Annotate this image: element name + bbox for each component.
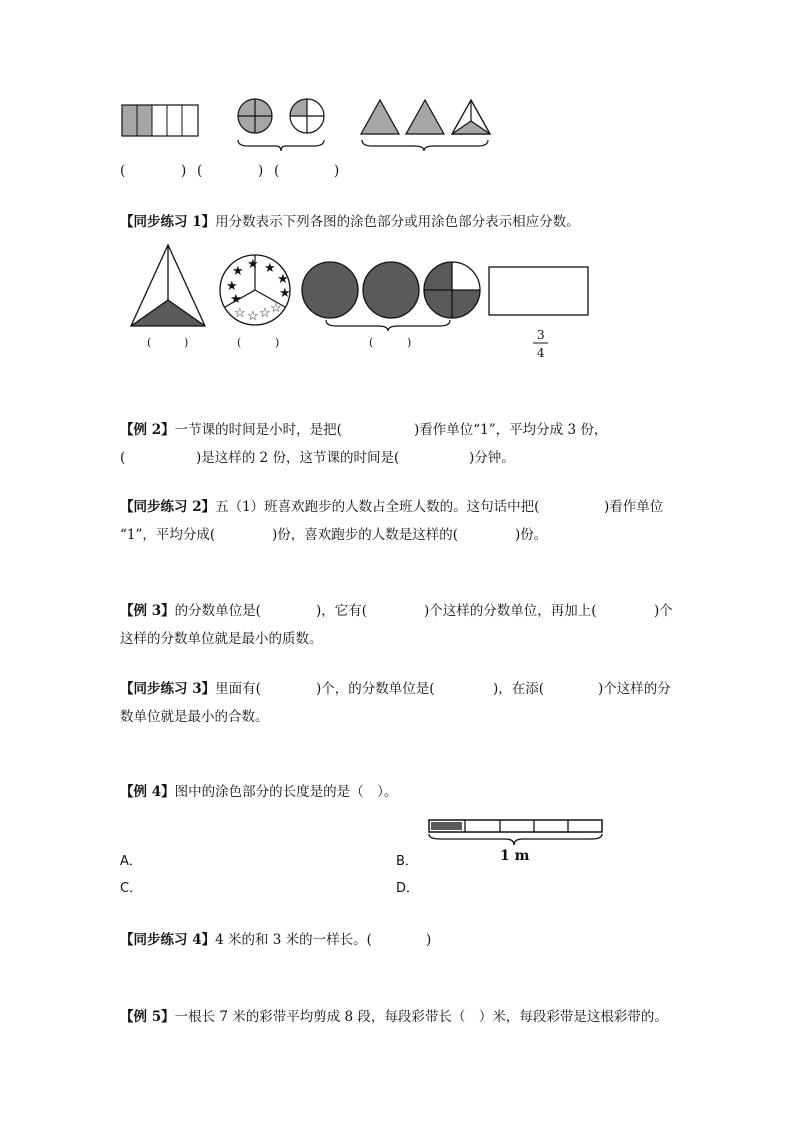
text: 4 米的和 3 米的一样长。( — [215, 932, 372, 948]
text: 五（1）班喜欢跑步的人数占全班人数的。这句话中把( — [215, 499, 540, 515]
star-icon: ★ — [247, 257, 259, 272]
blank-open: ( — [147, 336, 152, 349]
practice-4-close: ) — [426, 932, 432, 948]
practice-2-tag: 【同步练习 2】 — [120, 499, 216, 515]
blank-close: ) — [275, 336, 280, 349]
example-2-tag: 【例 2】 — [120, 422, 175, 438]
option-c: C． — [120, 881, 143, 896]
practice-1-tag: 【同步练习 1】 — [120, 214, 216, 230]
star-icon: ★ — [230, 292, 242, 307]
ruler-label: 1 m — [500, 848, 530, 864]
example-3-part-2: )，它有( — [316, 603, 368, 619]
star-icon: ★ — [226, 279, 238, 294]
blank-close: ) — [407, 336, 412, 349]
example-4-tag: 【例 4】 — [120, 784, 175, 800]
blank-open: ( — [237, 336, 242, 349]
star-icon: ★ — [277, 272, 289, 287]
text: 一根长 7 米的彩带平均剪成 8 段，每段彩带长（ ）米，每段彩带是这根彩带的。 — [174, 1009, 668, 1025]
practice-3-part-3: )，在添( — [493, 681, 545, 697]
practice-2-line-1-end: )看作单位 — [604, 499, 664, 515]
practice-4-line — [120, 931, 372, 949]
example-3-part-3: )个这样的分数单位，再加上( — [424, 603, 597, 619]
example-3-line-2: 这样的分数单位就是最小的质数。 — [120, 631, 323, 647]
text: 一节课的时间是小时，是把( — [174, 422, 342, 438]
example-2-line-1-end: )看作单位“1”，平均分成 3 份， — [414, 422, 608, 438]
blank-close: ) — [184, 336, 189, 349]
option-b: B． — [396, 854, 418, 869]
option-d: D． — [396, 881, 420, 896]
practice-3-line-2: 数单位就是最小的合数。 — [120, 709, 269, 725]
example-5-line — [120, 1008, 668, 1026]
blank-open: ( — [369, 336, 374, 349]
text: 的分数单位是( — [174, 603, 261, 619]
practice-3-tag: 【同步练习 3】 — [120, 681, 216, 697]
example-3-part-4: )个 — [654, 603, 673, 619]
star-outline-icon: ☆ — [247, 309, 259, 324]
example-2-line-2-open: ( — [120, 450, 126, 466]
example-5-tag: 【例 5】 — [120, 1009, 175, 1025]
example-2-line-2-mid: )是这样的 2 份，这节课的时间是( — [196, 450, 400, 466]
star-icon: ★ — [264, 261, 276, 276]
fraction-denominator: 4 — [537, 346, 545, 360]
practice-4-tag: 【同步练习 4】 — [120, 932, 216, 948]
star-outline-icon: ☆ — [259, 306, 271, 321]
practice-1-text: 用分数表示下列各图的涂色部分或用涂色部分表示相应分数。 — [215, 214, 580, 230]
practice-2-line-2-start: “1”，平均分成( — [120, 527, 216, 543]
text: 里面有( — [215, 681, 261, 697]
fraction-numerator: 3 — [537, 328, 545, 342]
practice-2-line-2-mid: )份，喜欢跑步的人数是这样的( — [272, 527, 459, 543]
blank-open: ( — [120, 163, 126, 179]
text: 图中的涂色部分的长度是的是（ ）。 — [174, 784, 398, 800]
example-3-tag: 【例 3】 — [120, 603, 175, 619]
practice-3-part-4: )个这样的分 — [598, 681, 671, 697]
blank-close: ) — [181, 163, 187, 179]
blank-close: ) — [334, 163, 340, 179]
practice-3-part-2: )个，的分数单位是( — [316, 681, 435, 697]
star-icon: ★ — [232, 264, 244, 279]
option-a: A． — [120, 854, 142, 869]
star-outline-icon: ☆ — [270, 301, 282, 316]
star-icon: ★ — [279, 286, 291, 301]
blank-open: ( — [197, 163, 203, 179]
example-2-line-2-end: )分钟。 — [469, 450, 515, 466]
star-outline-icon: ☆ — [234, 306, 246, 321]
practice-2-line-2-end: )份。 — [515, 527, 548, 543]
blank-close: ) — [258, 163, 264, 179]
blank-open: ( — [274, 163, 280, 179]
